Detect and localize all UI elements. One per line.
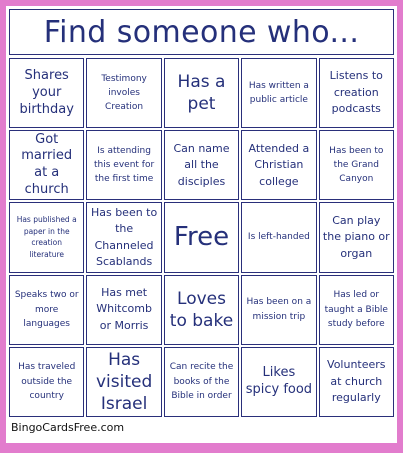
bingo-cell[interactable]: Speaks two or more languages [9,275,84,345]
bingo-cell[interactable]: Has been to the Channeled Scablands [86,202,161,272]
card-title: Find someone who... [9,9,394,55]
free-space[interactable]: Free [164,202,239,272]
bingo-card [6,6,397,443]
bingo-cell[interactable]: Has visited Israel [86,347,161,417]
bingo-cell[interactable]: Has been on a mission trip [241,275,316,345]
bingo-cell[interactable]: Testimony involes Creation [86,58,161,128]
bingo-cell[interactable]: Shares your birthday [9,58,84,128]
bingo-cell[interactable]: Can name all the disciples [164,130,239,200]
footer-credit: BingoCardsFree.com [11,421,125,434]
bingo-cell[interactable]: Has published a paper in the creation literature [9,202,84,272]
bingo-cell[interactable]: Has a pet [164,58,239,128]
bingo-cell[interactable]: Is left-handed [241,202,316,272]
bingo-cell[interactable]: Got married at a church [9,130,84,200]
bingo-cell[interactable]: Has been to the Grand Canyon [319,130,394,200]
bingo-cell[interactable]: Has traveled outside the country [9,347,84,417]
bingo-cell[interactable]: Is attending this event for the first time [86,130,161,200]
bingo-cell[interactable]: Can recite the books of the Bible in order [164,347,239,417]
bingo-cell[interactable]: Can play the piano or organ [319,202,394,272]
bingo-cell[interactable]: Has met Whitcomb or Morris [86,275,161,345]
bingo-cell[interactable]: Has led or taught a Bible study before [319,275,394,345]
bingo-cell[interactable]: Volunteers at church regularly [319,347,394,417]
bingo-cell[interactable]: Has written a public article [241,58,316,128]
bingo-cell[interactable]: Attended a Christian college [241,130,316,200]
bingo-cell[interactable]: Loves to bake [164,275,239,345]
bingo-cell[interactable]: Likes spicy food [241,347,316,417]
bingo-grid [9,58,394,417]
bingo-cell[interactable]: Listens to creation podcasts [319,58,394,128]
